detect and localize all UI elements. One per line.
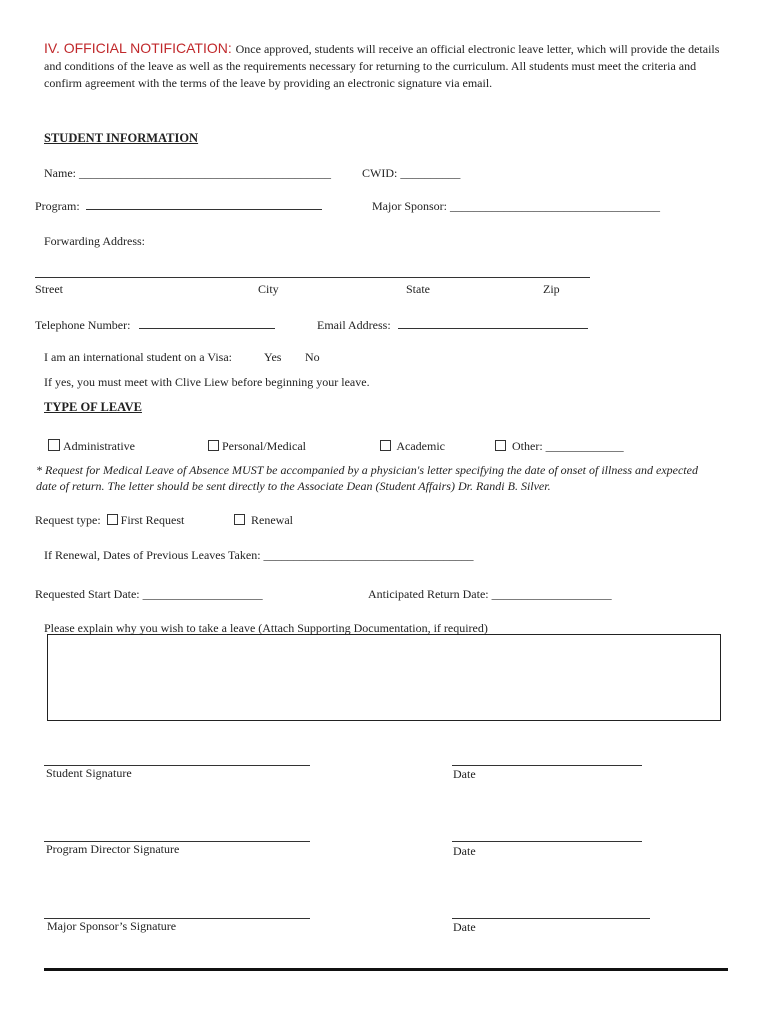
explanation-textarea[interactable] bbox=[47, 634, 721, 721]
first-request-label: First Request bbox=[120, 513, 185, 527]
visa-note: If yes, you must meet with Clive Liew before beginning your leave. bbox=[44, 375, 370, 389]
major-sponsor-signature-label: Major Sponsor’s Signature bbox=[47, 919, 177, 933]
leave-personal-medical-option[interactable] bbox=[208, 439, 306, 454]
notification-colon: : bbox=[227, 40, 236, 56]
leave-administrative-option[interactable] bbox=[48, 439, 135, 454]
renewal-option[interactable] bbox=[234, 513, 293, 528]
name-field[interactable]: Name: __________________________________________ bbox=[44, 166, 331, 180]
return-date-field[interactable]: Anticipated Return Date: ____________________ bbox=[368, 587, 612, 601]
student-date-line[interactable] bbox=[452, 765, 642, 766]
student-info-heading: STUDENT INFORMATION bbox=[44, 131, 199, 145]
explain-label: Please explain why you wish to take a leave (Attach Supporting Documentation, if required) bbox=[44, 621, 488, 635]
type-of-leave-heading: TYPE OF LEAVE bbox=[44, 400, 142, 414]
leave-other-label: Other: _____________ bbox=[512, 439, 624, 453]
major-sponsor-date-label: Date bbox=[453, 920, 476, 934]
program-director-signature-label: Program Director Signature bbox=[46, 842, 180, 856]
medical-leave-note: * Request for Medical Leave of Absence MUST be accompanied by a physician's letter specifying the date of onset of illness and expected date of return. The letter should be sent directly to the Associate Dean (Student Affairs) Dr. Randi B. Silver. bbox=[36, 463, 698, 493]
state-label: State bbox=[406, 282, 430, 296]
program-director-date-line[interactable] bbox=[452, 841, 642, 842]
checkbox-icon[interactable] bbox=[495, 440, 506, 451]
request-type-row bbox=[35, 513, 184, 528]
checkbox-icon[interactable] bbox=[107, 514, 118, 525]
email-label: Email Address: bbox=[317, 318, 391, 332]
program-director-date-label: Date bbox=[453, 844, 476, 858]
address-field[interactable] bbox=[35, 277, 590, 278]
student-date-label: Date bbox=[453, 767, 476, 781]
major-sponsor-field[interactable]: Major Sponsor: ___________________________________ bbox=[372, 199, 660, 213]
program-label: Program: bbox=[35, 199, 80, 213]
notification-body: Once approved, students will receive an official electronic leave letter, which will provide the details and conditions of the leave as well as the requirements necessary for returning to the curriculum. All students must meet the criteria and confirm agreement with the terms of the leave by providing an electronic signature via email. bbox=[44, 42, 720, 90]
telephone-label: Telephone Number: bbox=[35, 318, 131, 332]
checkbox-icon[interactable] bbox=[48, 439, 60, 451]
bottom-divider bbox=[44, 968, 728, 971]
student-signature-label: Student Signature bbox=[46, 766, 132, 780]
leave-personal-medical-label: Personal/Medical bbox=[222, 439, 306, 453]
email-field[interactable] bbox=[398, 328, 588, 329]
zip-label: Zip bbox=[543, 282, 560, 296]
city-label: City bbox=[258, 282, 279, 296]
major-sponsor-date-line[interactable] bbox=[452, 918, 650, 919]
official-notification bbox=[44, 40, 734, 92]
renewal-label: Renewal bbox=[251, 513, 293, 527]
cwid-field[interactable]: CWID: __________ bbox=[362, 166, 461, 180]
telephone-field[interactable] bbox=[139, 328, 275, 329]
visa-no-option[interactable]: No bbox=[305, 350, 320, 364]
street-label: Street bbox=[35, 282, 63, 296]
leave-academic-option[interactable] bbox=[380, 439, 445, 454]
leave-other-option[interactable] bbox=[495, 439, 624, 454]
checkbox-icon[interactable] bbox=[380, 440, 391, 451]
checkbox-icon[interactable] bbox=[208, 440, 219, 451]
request-type-label: Request type: bbox=[35, 513, 101, 527]
previous-leaves-field[interactable]: If Renewal, Dates of Previous Leaves Taken: ___________________________________ bbox=[44, 548, 474, 562]
leave-administrative-label: Administrative bbox=[63, 439, 135, 453]
start-date-field[interactable]: Requested Start Date: ____________________ bbox=[35, 587, 263, 601]
notification-heading: IV. OFFICIAL NOTIFICATION bbox=[44, 40, 228, 56]
program-field[interactable] bbox=[86, 209, 322, 210]
visa-yes-option[interactable]: Yes bbox=[264, 350, 282, 364]
visa-question: I am an international student on a Visa: bbox=[44, 350, 233, 364]
leave-academic-label: Academic bbox=[396, 439, 445, 453]
checkbox-icon[interactable] bbox=[234, 514, 245, 525]
forwarding-address-label: Forwarding Address: bbox=[44, 234, 145, 248]
